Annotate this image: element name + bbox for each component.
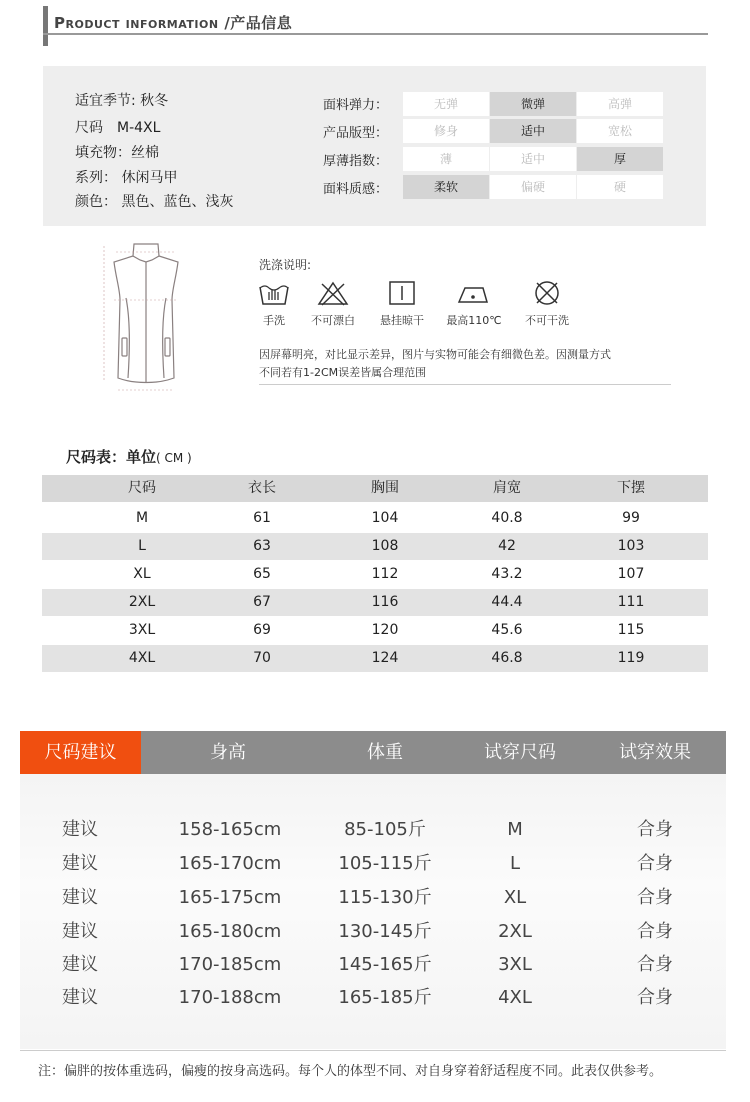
wash-label: 不可干洗 — [525, 314, 569, 327]
prop-option: 薄 — [403, 147, 489, 171]
wash-iron — [439, 280, 509, 328]
table-row — [42, 505, 708, 532]
recommend-col-header: 尺码建议 — [44, 742, 117, 763]
recommend-cell: 165-185斤 — [338, 987, 432, 1008]
prop-option-selected: 适中 — [490, 119, 576, 143]
prop-label-fit: 产品版型： — [323, 126, 389, 141]
prop-option: 适中 — [490, 147, 576, 171]
size-col-header: 衣长 — [248, 480, 276, 496]
recommend-cell: 115-130斤 — [338, 887, 432, 908]
wash-no-bleach — [298, 280, 368, 328]
vest-illustration — [86, 238, 206, 393]
footer-note: 注：偏胖的按体重选码，偏瘦的按身高选码。每个人的体型不同、对自身穿着舒适程度不同。此表仅供参考。 — [38, 1064, 663, 1079]
size-cell: 45.6 — [491, 622, 523, 638]
recommend-cell: 4XL — [498, 987, 532, 1008]
size-cell: 115 — [617, 622, 645, 638]
table-row — [42, 617, 708, 644]
prop-option: 宽松 — [577, 119, 663, 143]
recommend-cell: 105-115斤 — [338, 853, 432, 874]
wash-title: 洗涤说明: — [259, 258, 312, 272]
recommend-cell: 合身 — [637, 887, 673, 908]
footer-divider — [20, 1050, 726, 1051]
page-title: Product information /产品信息 — [54, 14, 293, 32]
size-cell: 65 — [253, 566, 271, 582]
prop-label-texture: 面料质感： — [323, 182, 389, 197]
size-cell: 69 — [253, 622, 271, 638]
recommend-cell: 165-170cm — [178, 853, 282, 874]
recommend-cell: 合身 — [637, 853, 673, 874]
wash-label: 手洗 — [263, 314, 285, 327]
size-cell: L — [138, 538, 146, 554]
size-cell: 67 — [253, 594, 271, 610]
size-cell: 3XL — [128, 622, 156, 638]
header-divider — [43, 33, 708, 35]
size-table-title: 尺码表：单位( CM ) — [66, 448, 192, 466]
no-bleach-icon — [316, 280, 350, 306]
prop-label-thickness: 厚薄指数： — [323, 154, 389, 169]
size-cell: 61 — [253, 510, 271, 526]
size-cell: 4XL — [128, 650, 156, 666]
size-cell: 43.2 — [491, 566, 523, 582]
recommend-cell: 合身 — [637, 819, 673, 840]
recommend-col-header: 试穿效果 — [619, 742, 691, 763]
prop-label-elasticity: 面料弹力： — [323, 98, 389, 113]
size-cell: 99 — [622, 510, 640, 526]
wash-hang-dry — [367, 280, 437, 328]
recommend-col-header: 体重 — [367, 742, 403, 763]
wash-note-line-2: 不同若有1-2CM误差皆属合理范围 — [259, 366, 427, 379]
attr-series: 系列： 休闲马甲 — [75, 170, 178, 186]
size-cell: XL — [133, 566, 151, 582]
size-cell: 107 — [617, 566, 645, 582]
prop-option-selected: 微弹 — [490, 92, 576, 116]
recommend-cell: 合身 — [637, 954, 673, 975]
wash-note-line-1: 因屏幕明亮，对比显示差异，图片与实物可能会有细微色差。因测量方式 — [259, 348, 611, 361]
recommend-cell: 130-145斤 — [338, 921, 432, 942]
hand-wash-icon — [257, 280, 291, 306]
size-cell: 119 — [617, 650, 645, 666]
table-row — [42, 561, 708, 588]
attr-season: 适宜季节: 秋冬 — [75, 93, 169, 109]
wash-label: 最高110℃ — [446, 314, 502, 327]
table-row — [42, 589, 708, 616]
prop-option-selected: 厚 — [577, 147, 663, 171]
header-accent-bar — [43, 6, 48, 46]
recommend-cell: 158-165cm — [178, 819, 282, 840]
size-cell: 40.8 — [491, 510, 523, 526]
prop-option: 偏硬 — [490, 175, 576, 199]
recommend-cell: 2XL — [498, 921, 532, 942]
no-dry-clean-icon — [530, 280, 564, 306]
product-info-panel — [43, 66, 706, 226]
size-cell: 63 — [253, 538, 271, 554]
recommend-cell: 建议 — [62, 819, 98, 840]
hang-dry-icon — [385, 280, 419, 306]
recommend-cell: 合身 — [637, 921, 673, 942]
attr-filling: 填充物：丝棉 — [75, 145, 159, 161]
recommend-cell: M — [507, 819, 523, 840]
recommend-cell: 建议 — [62, 853, 98, 874]
prop-option: 无弹 — [403, 92, 489, 116]
size-cell: M — [135, 510, 149, 526]
size-cell: 112 — [371, 566, 399, 582]
size-cell: 44.4 — [491, 594, 523, 610]
recommend-cell: 建议 — [62, 921, 98, 942]
prop-option: 高弹 — [577, 92, 663, 116]
recommend-cell: 建议 — [62, 954, 98, 975]
size-col-header: 下摆 — [617, 480, 645, 496]
size-col-header: 胸围 — [371, 480, 399, 496]
attr-size: 尺码 M-4XL — [75, 120, 161, 136]
size-cell: 104 — [371, 510, 399, 526]
size-col-header: 肩宽 — [493, 480, 521, 496]
size-cell: 120 — [371, 622, 399, 638]
table-row — [42, 645, 708, 672]
recommend-cell: 85-105斤 — [344, 819, 426, 840]
attr-color: 颜色： 黑色、蓝色、浅灰 — [75, 194, 234, 210]
recommend-col-header: 试穿尺码 — [484, 742, 556, 763]
wash-label: 悬挂晾干 — [380, 314, 424, 327]
recommend-cell: 170-188cm — [178, 987, 282, 1008]
recommend-cell: XL — [503, 887, 527, 908]
size-cell: 42 — [498, 538, 516, 554]
prop-option-selected: 柔软 — [403, 175, 489, 199]
prop-option: 修身 — [403, 119, 489, 143]
size-cell: 111 — [617, 594, 645, 610]
wash-no-dry-clean — [512, 280, 582, 328]
size-cell: 103 — [617, 538, 645, 554]
size-cell: 2XL — [128, 594, 156, 610]
iron-icon — [457, 280, 491, 306]
size-cell: 108 — [371, 538, 399, 554]
recommend-cell: 165-180cm — [178, 921, 282, 942]
recommend-cell: 145-165斤 — [338, 954, 432, 975]
recommend-cell: 建议 — [62, 887, 98, 908]
size-cell: 70 — [253, 650, 271, 666]
wash-divider — [259, 384, 671, 385]
table-row — [42, 533, 708, 560]
recommend-cell: L — [509, 853, 521, 874]
recommend-col-header: 身高 — [210, 742, 246, 763]
size-col-header: 尺码 — [128, 480, 156, 496]
size-cell: 116 — [371, 594, 399, 610]
size-table-header — [42, 475, 708, 502]
recommend-cell: 165-175cm — [178, 887, 282, 908]
recommend-cell: 3XL — [498, 954, 532, 975]
recommend-cell: 170-185cm — [178, 954, 282, 975]
size-cell: 46.8 — [491, 650, 523, 666]
wash-label: 不可漂白 — [311, 314, 355, 327]
recommend-cell: 建议 — [62, 987, 98, 1008]
prop-option: 硬 — [577, 175, 663, 199]
recommend-cell: 合身 — [637, 987, 673, 1008]
size-cell: 124 — [371, 650, 399, 666]
